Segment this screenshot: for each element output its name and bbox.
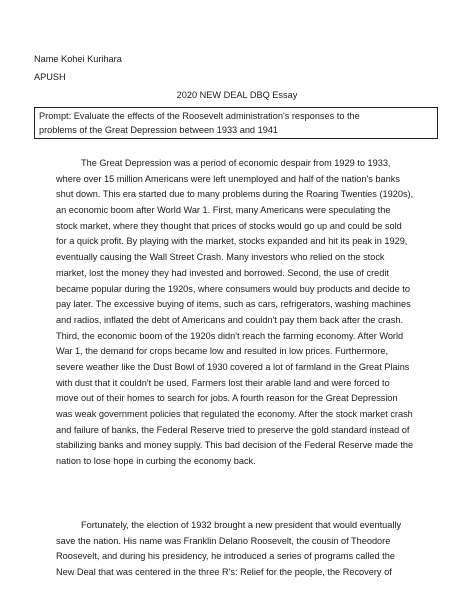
- text-line: eventually causing the Wall Street Crash. Many investors who relied on the stock: [56, 252, 385, 263]
- paragraph-1: [34, 156, 444, 470]
- text-line: became popular during the 1920s, where consumers would buy products and decide to: [56, 283, 410, 294]
- text-line: shut down. This era started due to many problems during the Roaring Twenties (1920s),: [56, 189, 414, 200]
- text-line: move out of their homes to search for jobs. A fourth reason for the Great Depression: [56, 393, 398, 404]
- text-line: War 1, the demand for crops became low and resulted in low prices. Furthermore,: [56, 346, 389, 357]
- text-line: an economic boom after World War 1. First, many Americans were speculating the: [56, 205, 391, 216]
- prompt-line: problems of the Great Depression between 1933 and 1941: [39, 124, 279, 135]
- text-line: for a quick profit. By playing with the market, stocks expanded and hit its peak in 1929,: [56, 236, 408, 247]
- text-line: Third, the economic boom of the 1920s didn't reach the farming economy. After World: [56, 330, 404, 341]
- text-line: and failure of banks, the Federal Reserve tried to preserve the gold standard instead of: [56, 424, 410, 435]
- text-line: was weak government policies that regulated the economy. After the stock market crash: [56, 409, 413, 419]
- text-line: New Deal that was centered in the three R's: Relief for the people, the Recovery of: [56, 567, 392, 578]
- text-line: nation to lose hope in curbing the economy back.: [56, 456, 256, 467]
- prompt-box: [34, 107, 438, 139]
- text-line: save the nation. His name was Franklin Delano Roosevelt, the cousin of Theodore: [56, 535, 391, 546]
- essay-title: 2020 NEW DEAL DBQ Essay: [176, 90, 298, 100]
- student-name: Name Kohei Kurihara: [34, 54, 122, 64]
- prompt-line: Prompt: Evaluate the effects of the Roosevelt administration's responses to the: [39, 111, 360, 121]
- text-line: and radios, inflated the debt of Americans and couldn't pay them back after the crash.: [56, 314, 404, 325]
- text-line: market, lost the money they had invested and borrowed. Second, the use of credit: [56, 267, 389, 278]
- course-name: APUSH: [34, 72, 66, 82]
- text-line: severe weather like the Dust Bowl of 1930 covered a lot of farmland in the Great Plains: [56, 361, 410, 372]
- text-line: Fortunately, the election of 1932 brought a new president that would eventually: [81, 520, 402, 530]
- text-line: pay later. The excessive buying of items, such as cars, refrigerators, washing machines: [56, 299, 411, 310]
- paragraph-2: [34, 518, 444, 581]
- text-line: stabilizing banks and money supply. This bad decision of the Federal Reserve made the: [56, 440, 414, 451]
- text-line: The Great Depression was a period of economic despair from 1929 to 1933,: [81, 158, 391, 168]
- text-line: Roosevelt, and during his presidency, he introduced a series of programs called the: [56, 551, 395, 562]
- text-line: where over 15 million Americans were left unemployed and half of the nation's banks: [56, 173, 400, 184]
- text-line: with dust that it couldn't be used. Farmers lost their arable land and were forced to: [56, 377, 390, 388]
- text-line: stock market, where they thought that prices of stocks would go up and could be sold: [56, 220, 402, 231]
